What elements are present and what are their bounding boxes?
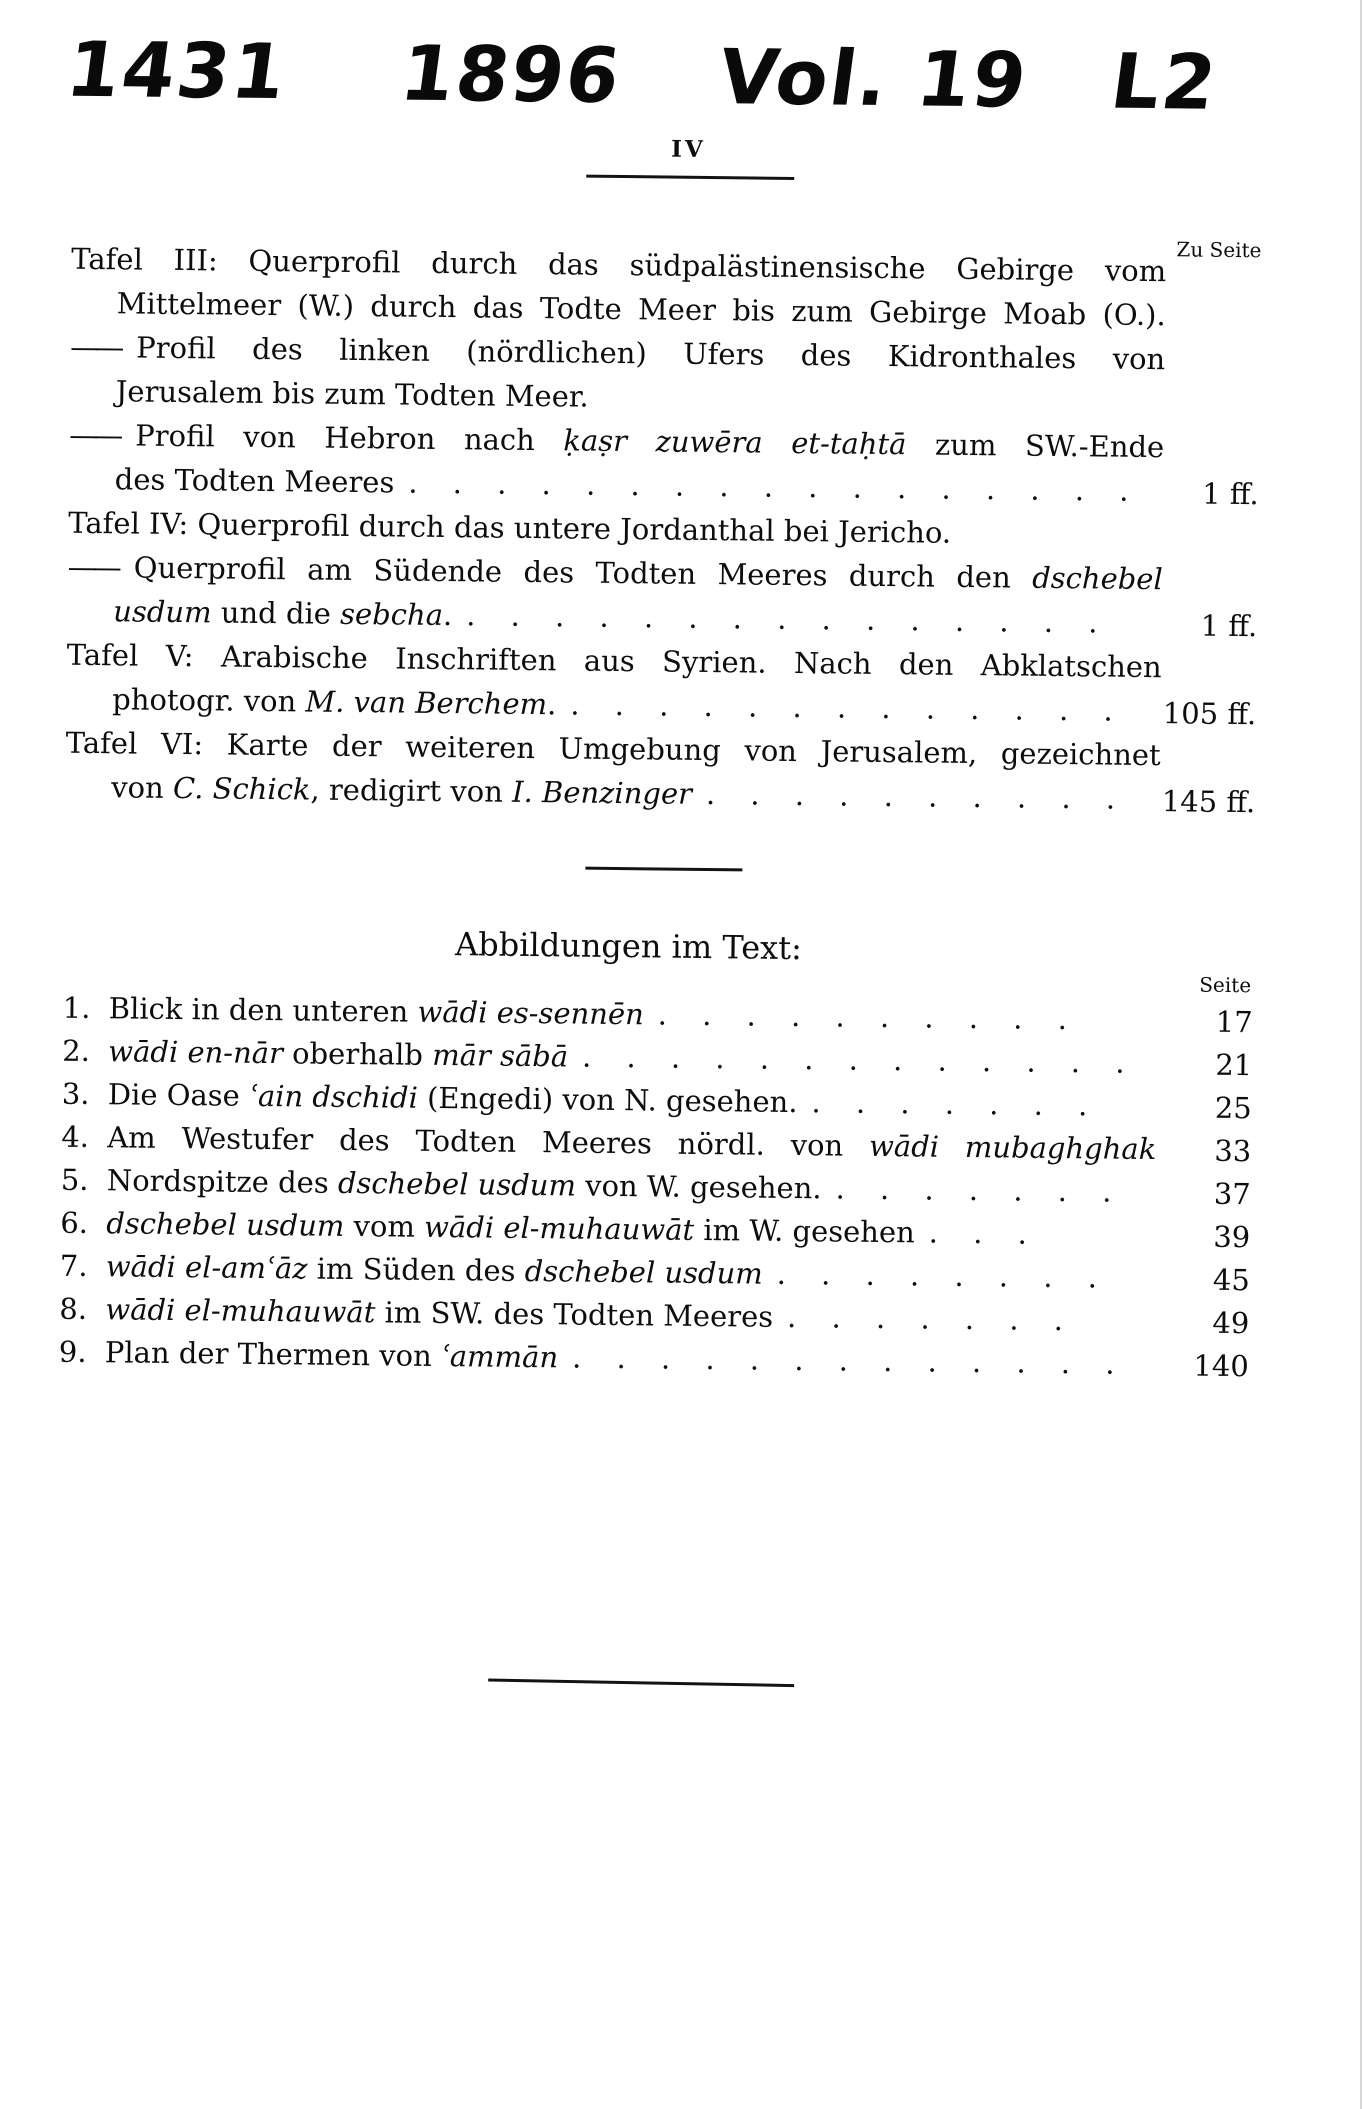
bottom-divider: [488, 1679, 794, 1688]
figure-number: 9.: [58, 1334, 87, 1370]
toc-line: Tafel IV: Querprofil durch das untere Jordanthal bei Jericho.: [68, 505, 952, 550]
figure-title: Plan der Thermen von ʿammān . . . . . . . . . . . . .: [104, 1335, 1115, 1381]
toc-line: 1 ff. usdum und die sebcha. . . . . . . . . . . . . . . .: [67, 589, 1257, 646]
toc-line: 145 ff. von C. Schick, redigirt von I. Benzinger . . . . . . . . . .: [65, 765, 1255, 822]
handwritten-annotation: [61, 25, 1223, 127]
figure-title: Am Westufer des Todten Meeres nördl. von wādi mubaghghak: [107, 1120, 1157, 1167]
page-number: IV: [671, 135, 707, 163]
figure-page: 25: [1214, 1090, 1252, 1126]
toc-line: Mittelmeer (W.) durch das Todte Meer bis zum Gebirge Moab (O.).: [116, 286, 1166, 333]
handwritten-year: 1896: [395, 28, 627, 120]
handwritten-volume: Vol. 19: [713, 32, 1034, 125]
figure-number: 5.: [60, 1162, 89, 1198]
figure-number: 8.: [59, 1291, 88, 1327]
figure-number: 7.: [59, 1248, 88, 1284]
figure-number: 3.: [61, 1076, 90, 1112]
toc-line: Tafel III: Querprofil durch das südpalästinensische Gebirge vom: [71, 241, 1167, 289]
toc-line: 105 ff. photogr. von M. van Berchem. . . . . . . . . . . . . .: [66, 677, 1256, 734]
figure-title: Die Oase ʿain dschidi (Engedi) von N. gesehen. . . . . . . .: [107, 1077, 1088, 1123]
figure-page: 37: [1213, 1176, 1251, 1212]
toc-line: —— Profil von Hebron nach ḳaṣr zuwēra et-taḥtā zum SW.-Ende: [69, 417, 1165, 465]
toc-line: 1 ff. des Todten Meeres . . . . . . . . . . . . . . . . .: [69, 457, 1259, 514]
toc-line: —— Querprofil am Südende des Todten Meeres durch den dschebel: [67, 549, 1163, 597]
figure-title: wādi el-amʿāz im Süden des dschebel usdum . . . . . . . .: [105, 1249, 1098, 1295]
figure-title: dschebel usdum vom wādi el-muhauwāt im W. gesehen . . .: [106, 1206, 1028, 1251]
figure-page: 45: [1212, 1262, 1250, 1298]
figure-page: 21: [1215, 1047, 1253, 1083]
figure-title: wādi en-nār oberhalb mār sābā . . . . . . . . . . . . .: [108, 1034, 1125, 1080]
scan-edge: [1360, 0, 1362, 2109]
handwritten-catalog-number: 1431: [61, 24, 293, 117]
toc-line: Tafel V: Arabische Inschriften aus Syrien. Nach den Abklatschen: [66, 637, 1162, 685]
figure-title: Nordspitze des dschebel usdum von W. gesehen. . . . . . . .: [106, 1163, 1112, 1209]
figures-list: [59, 959, 1254, 1387]
figure-page: 49: [1212, 1305, 1250, 1341]
figure-number: 4.: [61, 1119, 90, 1155]
figure-page: 39: [1213, 1219, 1251, 1255]
handwritten-shelfmark: L2: [1105, 36, 1224, 127]
figure-number: 2.: [62, 1033, 91, 1069]
section-divider: [585, 867, 742, 872]
figures-heading: Abbildungen im Text:: [454, 925, 803, 968]
toc-line: —— Profil des linken (nördlichen) Ufers des Kidronthales von: [70, 329, 1166, 377]
figure-title: Blick in den unteren wādi es-sennēn . . . . . . . . . .: [108, 991, 1068, 1037]
page-number-underline: [586, 175, 794, 180]
column-header-zu-seite: Zu Seite: [1176, 237, 1262, 263]
toc-line: Jerusalem bis zum Todten Meer.: [115, 374, 589, 414]
column-header-seite: Seite: [1199, 972, 1252, 998]
figure-page: 33: [1214, 1133, 1252, 1169]
page-ref: 145 ff.: [1161, 784, 1256, 820]
figure-page: 17: [1215, 1004, 1253, 1040]
page-ref: 105 ff.: [1162, 696, 1257, 732]
page-ref: 1 ff.: [1202, 476, 1259, 512]
figure-title: wādi el-muhauwāt im SW. des Todten Meeres . . . . . . .: [105, 1292, 1064, 1338]
plates-toc: [65, 237, 1261, 822]
page-ref: 1 ff.: [1200, 608, 1258, 644]
figure-page: 140: [1193, 1348, 1249, 1384]
figure-number: 6.: [60, 1205, 89, 1241]
toc-line: Tafel VI: Karte der weiteren Umgebung von Jerusalem, gezeichnet: [65, 725, 1161, 773]
figure-number: 1.: [62, 990, 91, 1026]
